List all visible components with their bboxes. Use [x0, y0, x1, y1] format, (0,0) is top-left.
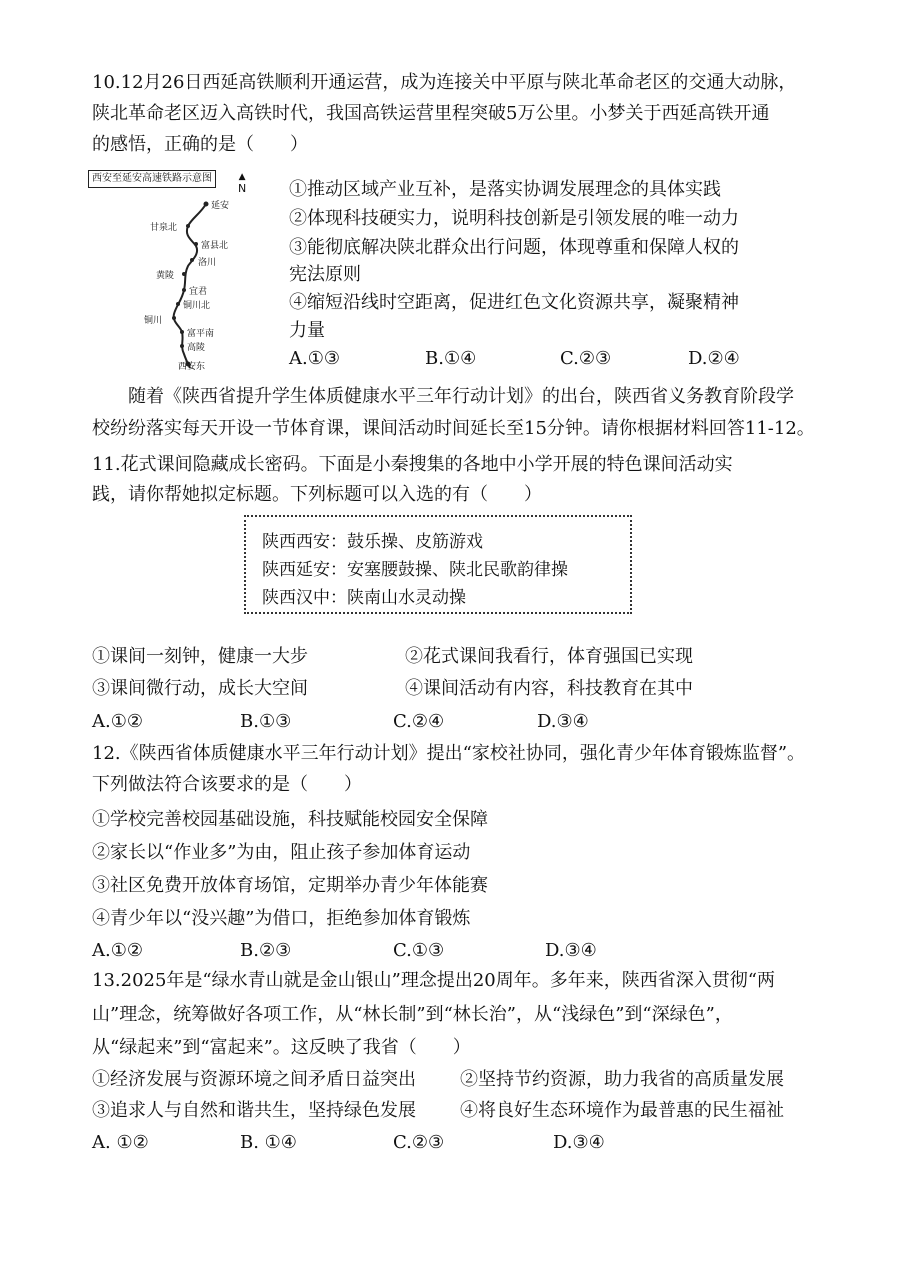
station-label: 延安: [211, 201, 230, 211]
q11-statement-3: ③课间微行动，成长大空间: [92, 678, 308, 699]
box-line-yanan: 陕西延安：安塞腰鼓操、陕北民歌韵律操: [262, 560, 568, 580]
material-intro-line-2: 校纷纷落实每天开设一节体育课，课间活动时间延长至15分钟。请你根据材料回答11-12。: [92, 418, 815, 439]
q12-stem-line-2: 下列做法符合该要求的是（ ）: [92, 774, 362, 795]
q10-option-d[interactable]: D.②④: [688, 348, 740, 369]
station-label: 铜川: [144, 316, 163, 326]
q13-option-a[interactable]: A. ①②: [92, 1132, 149, 1153]
q10-option-b[interactable]: B.①④: [425, 348, 477, 369]
q13-option-b[interactable]: B. ①④: [240, 1132, 297, 1153]
north-arrow-icon: ▲ N: [238, 172, 247, 195]
q12-option-a[interactable]: A.①②: [92, 940, 143, 961]
q11-option-b[interactable]: B.①③: [240, 711, 292, 732]
station-label: 富县北: [201, 241, 229, 251]
q12-option-b[interactable]: B.②③: [240, 940, 292, 961]
q12-statement-2: ②家长以“作业多”为由，阻止孩子参加体育运动: [92, 842, 471, 863]
q11-stem-line-1: 11.花式课间隐藏成长密码。下面是小秦搜集的各地中小学开展的特色课间活动实: [92, 454, 733, 475]
station-label: 黄陵: [156, 271, 175, 281]
q11-option-c[interactable]: C.②④: [393, 711, 445, 732]
q12-statement-4: ④青少年以“没兴趣”为借口，拒绝参加体育锻炼: [92, 908, 471, 929]
q10-option-c[interactable]: C.②③: [560, 348, 612, 369]
station-label: 铜川北: [183, 301, 211, 311]
station-label: 洛川: [198, 258, 217, 268]
q13-stem-line-2: 山”理念，统筹做好各项工作，从“林长制”到“林长治”，从“浅绿色”到“深绿色”，: [92, 1004, 733, 1025]
q12-option-c[interactable]: C.①③: [393, 940, 445, 961]
station-label: 富平南: [187, 329, 215, 339]
q10-stem-line-2: 陕北革命老区迈入高铁时代，我国高铁运营里程突破5万公里。小梦关于西延高铁开通: [92, 103, 770, 124]
station-label: 西安东: [178, 362, 206, 372]
q13-statement-4: ④将良好生态环境作为最普惠的民生福祉: [460, 1100, 784, 1121]
q10-statement-3-cont: 宪法原则: [289, 264, 361, 285]
station-label: 甘泉北: [150, 223, 178, 233]
q11-statement-2: ②花式课间我看行，体育强国已实现: [405, 646, 693, 667]
q10-stem-line-1: 10.12月26日西延高铁顺利开通运营，成为连接关中平原与陕北革命老区的交通大动脉，: [92, 72, 797, 93]
q11-option-d[interactable]: D.③④: [537, 711, 589, 732]
q11-statement-4: ④课间活动有内容，科技教育在其中: [405, 678, 693, 699]
q13-statement-1: ①经济发展与资源环境之间矛盾日益突出: [92, 1069, 416, 1090]
q11-statement-1: ①课间一刻钟，健康一大步: [92, 646, 308, 667]
box-line-xian: 陕西西安：鼓乐操、皮筋游戏: [262, 532, 483, 552]
q12-stem-line-1: 12.《陕西省体质健康水平三年行动计划》提出“家校社协同，强化青少年体育锻炼监督”。: [92, 743, 806, 764]
q13-statement-3: ③追求人与自然和谐共生，坚持绿色发展: [92, 1100, 416, 1121]
q10-statement-4-cont: 力量: [289, 320, 325, 341]
q10-statement-1: ①推动区域产业互补，是落实协调发展理念的具体实践: [289, 179, 721, 200]
q13-stem-line-3: 从“绿起来”到“富起来”。这反映了我省（ ）: [92, 1037, 471, 1058]
activity-material-box: [244, 515, 632, 614]
map-title: 西安至延安高速铁路示意图: [88, 170, 216, 188]
q11-option-a[interactable]: A.①②: [92, 711, 143, 732]
q10-statement-3: ③能彻底解决陕北群众出行问题，体现尊重和保障人权的: [289, 237, 739, 258]
compass-label: N: [238, 182, 247, 195]
q12-option-d[interactable]: D.③④: [545, 940, 597, 961]
station-label: 高陵: [187, 343, 206, 353]
q13-stem-line-1: 13.2025年是“绿水青山就是金山银山”理念提出20周年。多年来，陕西省深入贯彻“两: [92, 970, 775, 991]
q13-option-d[interactable]: D.③④: [553, 1132, 605, 1153]
q12-statement-1: ①学校完善校园基础设施，科技赋能校园安全保障: [92, 809, 488, 830]
material-intro-line-1: 随着《陕西省提升学生体质健康水平三年行动计划》的出台，陕西省义务教育阶段学: [128, 386, 794, 407]
q10-stem-line-3: 的感悟，正确的是（ ）: [92, 134, 308, 155]
q10-statement-2: ②体现科技硬实力，说明科技创新是引领发展的唯一动力: [289, 208, 739, 229]
q13-statement-2: ②坚持节约资源，助力我省的高质量发展: [460, 1069, 784, 1090]
q13-option-c[interactable]: C.②③: [393, 1132, 445, 1153]
q10-option-a[interactable]: A.①③: [289, 348, 340, 369]
q11-stem-line-2: 践，请你帮她拟定标题。下列标题可以入选的有（ ）: [92, 484, 542, 505]
q12-statement-3: ③社区免费开放体育场馆，定期举办青少年体能赛: [92, 875, 488, 896]
railway-map: [88, 170, 248, 375]
box-line-hanzhong: 陕西汉中：陕南山水灵动操: [262, 588, 466, 608]
station-label: 宜君: [189, 287, 208, 297]
q10-statement-4: ④缩短沿线时空距离，促进红色文化资源共享，凝聚精神: [289, 292, 739, 313]
